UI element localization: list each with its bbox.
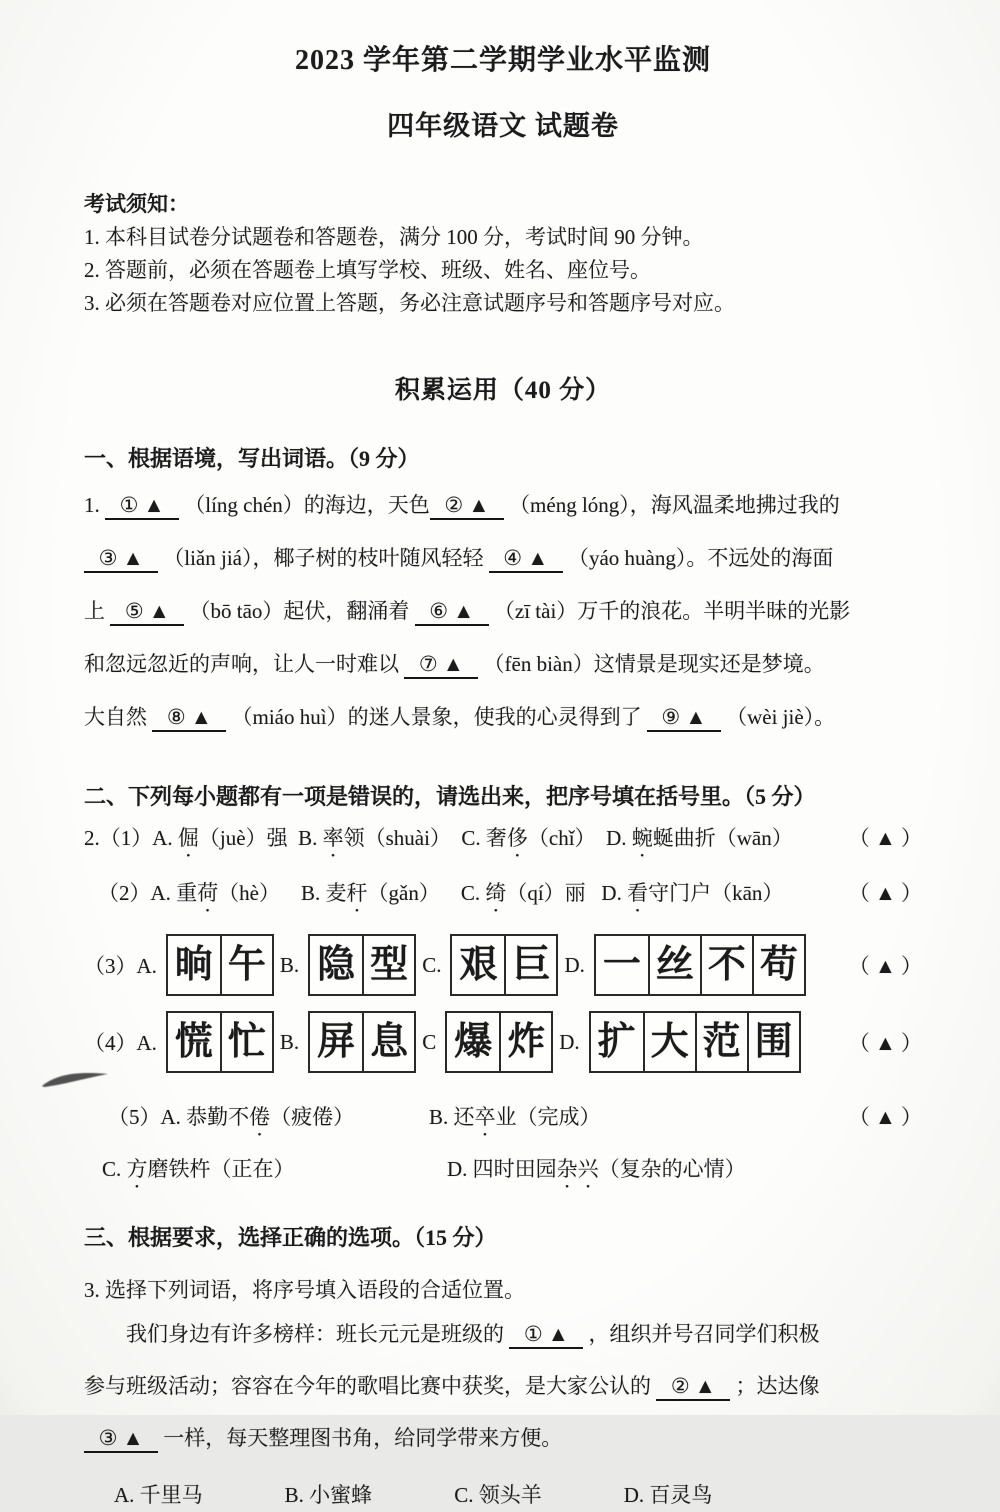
q2-item-2-text bbox=[98, 866, 849, 921]
answer-bracket: （ ▲ ） bbox=[848, 826, 922, 850]
option-label: （3）A. bbox=[84, 954, 157, 978]
emphasized-text: 侈 bbox=[506, 826, 528, 850]
text-segment: （hè） B. 麦 bbox=[218, 881, 347, 905]
notice-heading: 考试须知： bbox=[84, 192, 189, 216]
text-segment: （chǐ） D. bbox=[527, 826, 632, 850]
text-segment: （2）A. 重 bbox=[98, 881, 198, 905]
answer-blank: ③ ▲ bbox=[84, 1426, 158, 1453]
emphasized-text: 率 bbox=[322, 826, 344, 850]
notice-item: 2. 答题前，必须在答题卷上填写学校、班级、姓名、座位号。 bbox=[84, 258, 651, 282]
q1-line bbox=[84, 691, 922, 744]
text-segment: 业（完成） bbox=[495, 1105, 601, 1129]
q2-item-5-option-d bbox=[447, 1143, 922, 1195]
handwriting-box bbox=[589, 1011, 801, 1073]
q2-item-5 bbox=[84, 1091, 922, 1195]
notice-item: 1. 本科目试卷分试题卷和答题卷，满分 100 分，考试时间 90 分钟。 bbox=[84, 225, 704, 249]
text-segment: （zī tài）万千的浪花。半明半昧的光影 bbox=[488, 599, 851, 623]
exam-notice bbox=[84, 187, 922, 320]
handwriting-cell: 型 bbox=[362, 936, 414, 994]
q2-item-5-option-a bbox=[108, 1091, 429, 1143]
q1-line bbox=[84, 532, 922, 585]
text-segment: （yáo huàng）。不远处的海面 bbox=[562, 546, 834, 570]
text-segment: D. 四时田园 bbox=[447, 1157, 557, 1181]
option-label: （4）A. bbox=[84, 1031, 157, 1055]
text-segment: 蜒曲折（wān） bbox=[652, 826, 793, 850]
handwriting-cell: 慌 bbox=[174, 1021, 213, 1063]
q3-options bbox=[84, 1478, 922, 1512]
handwriting-box bbox=[166, 1011, 274, 1073]
handwriting-cell: 丝 bbox=[648, 936, 700, 994]
handwriting-cell: 一 bbox=[602, 944, 641, 986]
emphasized-text: 荷 bbox=[197, 881, 219, 905]
q1-line bbox=[84, 585, 922, 638]
text-segment: （liǎn jiá），椰子树的枝叶随风轻轻 bbox=[158, 546, 489, 570]
answer-blank: ④ ▲ bbox=[489, 546, 563, 573]
text-segment: 上 bbox=[84, 599, 111, 623]
q3-line bbox=[84, 1308, 922, 1360]
handwriting-cell: 炸 bbox=[499, 1013, 551, 1071]
handwriting-box bbox=[445, 1011, 553, 1073]
answer-bracket: （ ▲ ） bbox=[848, 954, 922, 978]
emphasized-text: 倦 bbox=[249, 1105, 271, 1129]
text-segment: 领（shuài） C. 奢 bbox=[343, 826, 507, 850]
text-segment: 参与班级活动；容容在今年的歌唱比赛中获奖，是大家公认的 bbox=[84, 1374, 657, 1398]
handwriting-box bbox=[450, 934, 558, 996]
q2-heading: 二、下列每小题都有一项是错误的，请选出来，把序号填在括号里。（5 分） bbox=[84, 784, 816, 809]
emphasized-text: 倔 bbox=[177, 826, 199, 850]
handwriting-cell: 苟 bbox=[752, 936, 804, 994]
q2-item-1-text bbox=[84, 811, 849, 866]
handwriting-cell: 息 bbox=[362, 1013, 414, 1071]
handwriting-box bbox=[308, 934, 416, 996]
answer-bracket: （ ▲ ） bbox=[848, 1105, 922, 1129]
q3-option-c: C. 领头羊 bbox=[454, 1483, 542, 1507]
text-segment: （fēn biàn）这情景是现实还是梦境。 bbox=[478, 652, 825, 676]
handwriting-cell: 隐 bbox=[317, 944, 356, 986]
answer-blank: ② ▲ bbox=[430, 493, 504, 520]
q3-intro: 3. 选择下列词语，将序号填入语段的合适位置。 bbox=[84, 1278, 525, 1302]
text-segment: （bō tāo）起伏，翻涌着 bbox=[184, 599, 415, 623]
handwriting-box bbox=[166, 934, 274, 996]
exam-title: 2023 学年第二学期学业水平监测 bbox=[294, 45, 711, 76]
emphasized-text: 秆 bbox=[346, 881, 368, 905]
q1-line bbox=[84, 638, 922, 691]
answer-blank: ① ▲ bbox=[509, 1322, 583, 1349]
text-segment: 大自然 bbox=[84, 705, 153, 729]
answer-blank: ② ▲ bbox=[656, 1374, 730, 1401]
text-segment: （gǎn） C. bbox=[367, 881, 486, 905]
handwriting-cell: 扩 bbox=[597, 1021, 636, 1063]
text-segment: 2.（1）A. bbox=[84, 826, 178, 850]
handwriting-cell: 范 bbox=[695, 1013, 747, 1071]
q3-option-d: D. 百灵鸟 bbox=[623, 1483, 713, 1507]
text-segment: （miáo huì）的迷人景象，使我的心灵得到了 bbox=[226, 705, 647, 729]
handwriting-options bbox=[84, 1011, 801, 1073]
q2-item-3 bbox=[84, 932, 922, 998]
text-segment: 我们身边有许多榜样：班长元元是班级的 bbox=[84, 1322, 510, 1346]
emphasized-text: 绮 bbox=[485, 881, 507, 905]
q2-item-5-row-1 bbox=[84, 1091, 922, 1143]
option-label: D. bbox=[559, 1029, 580, 1054]
notice-item: 3. 必须在答题卷对应位置上答题，务必注意试题序号和答题序号对应。 bbox=[84, 291, 735, 315]
handwriting-cell: 艰 bbox=[459, 944, 498, 986]
exam-subtitle: 四年级语文 试题卷 bbox=[387, 111, 619, 141]
section-heading: 积累运用（40 分） bbox=[394, 377, 612, 404]
answer-blank: ① ▲ bbox=[105, 493, 179, 520]
q2-item-5-option-c bbox=[102, 1143, 447, 1195]
option-label: D. bbox=[564, 952, 585, 977]
q1-heading: 一、根据语境，写出词语。（9 分） bbox=[84, 446, 420, 471]
q3-option-b: B. 小蜜蜂 bbox=[284, 1483, 373, 1507]
answer-blank: ⑥ ▲ bbox=[415, 599, 489, 626]
handwriting-cell: 不 bbox=[700, 936, 752, 994]
answer-blank: ③ ▲ bbox=[84, 546, 158, 573]
emphasized-text: 看 bbox=[627, 881, 649, 905]
handwriting-cell: 午 bbox=[220, 936, 272, 994]
handwriting-box bbox=[308, 1011, 416, 1073]
handwriting-cell: 忙 bbox=[220, 1013, 272, 1071]
text-segment: 1. bbox=[84, 493, 105, 517]
text-segment: （juè）强 B. bbox=[198, 826, 323, 850]
handwriting-options bbox=[84, 934, 806, 996]
q3-line bbox=[84, 1412, 922, 1464]
handwriting-cell: 大 bbox=[643, 1013, 695, 1071]
answer-bracket: （ ▲ ） bbox=[848, 881, 922, 905]
text-segment: （疲倦） bbox=[270, 1105, 355, 1129]
q2-item-2 bbox=[84, 866, 922, 921]
text-segment: 磨铁杵（正在） bbox=[147, 1157, 295, 1181]
text-segment: ；达达像 bbox=[730, 1374, 820, 1398]
q3-paragraph bbox=[84, 1308, 922, 1464]
q2-item-5-option-b bbox=[429, 1091, 849, 1143]
text-segment: 守门户（kān） bbox=[648, 881, 784, 905]
q2-item-4 bbox=[84, 1009, 922, 1075]
answer-blank: ⑨ ▲ bbox=[647, 705, 721, 732]
text-segment: （wèi jiè）。 bbox=[720, 705, 836, 729]
emphasized-text: 蜿 bbox=[631, 826, 653, 850]
q3-heading: 三、根据要求，选择正确的选项。（15 分） bbox=[84, 1225, 497, 1250]
text-segment: （líng chén）的海边，天色 bbox=[179, 493, 430, 517]
emphasized-text: 卒 bbox=[474, 1105, 496, 1129]
q2-item-5-row-2 bbox=[84, 1143, 922, 1195]
text-segment: C. bbox=[102, 1157, 127, 1181]
answer-blank: ⑦ ▲ bbox=[404, 652, 478, 679]
handwriting-cell: 围 bbox=[747, 1013, 799, 1071]
text-segment: （qí）丽 D. bbox=[506, 881, 628, 905]
text-segment: （méng lóng），海风温柔地拂过我的 bbox=[503, 493, 840, 517]
answer-bracket: （ ▲ ） bbox=[848, 1031, 922, 1055]
pen-smudge-mark bbox=[40, 1068, 112, 1092]
text-segment: （5）A. 恭勤不 bbox=[108, 1105, 250, 1129]
answer-blank: ⑤ ▲ bbox=[110, 599, 184, 626]
q3-line bbox=[84, 1360, 922, 1412]
q3-option-a: A. 千里马 bbox=[114, 1483, 203, 1507]
text-segment: ，组织并号召同学们积极 bbox=[583, 1322, 820, 1346]
text-segment: （复杂的心情） bbox=[598, 1157, 746, 1181]
text-segment: 一样，每天整理图书角，给同学带来方便。 bbox=[158, 1426, 563, 1450]
option-label: C bbox=[422, 1029, 437, 1054]
handwriting-cell: 晌 bbox=[174, 944, 213, 986]
option-label: C. bbox=[422, 952, 442, 977]
text-segment: 和忽远忽近的声响，让人一时难以 bbox=[84, 652, 405, 676]
answer-blank: ⑧ ▲ bbox=[152, 705, 226, 732]
text-segment: B. 还 bbox=[429, 1105, 475, 1129]
option-label: B. bbox=[279, 1029, 300, 1054]
handwriting-cell: 爆 bbox=[454, 1021, 493, 1063]
q1-line bbox=[84, 479, 922, 532]
handwriting-cell: 巨 bbox=[504, 936, 556, 994]
option-label: B. bbox=[279, 952, 300, 977]
handwriting-cell: 屏 bbox=[317, 1021, 356, 1063]
handwriting-box bbox=[594, 934, 806, 996]
q2-item-1 bbox=[84, 811, 922, 866]
q1-paragraph bbox=[84, 479, 922, 744]
emphasized-text: 方 bbox=[126, 1157, 148, 1181]
emphasized-text: 杂兴 bbox=[556, 1157, 599, 1181]
